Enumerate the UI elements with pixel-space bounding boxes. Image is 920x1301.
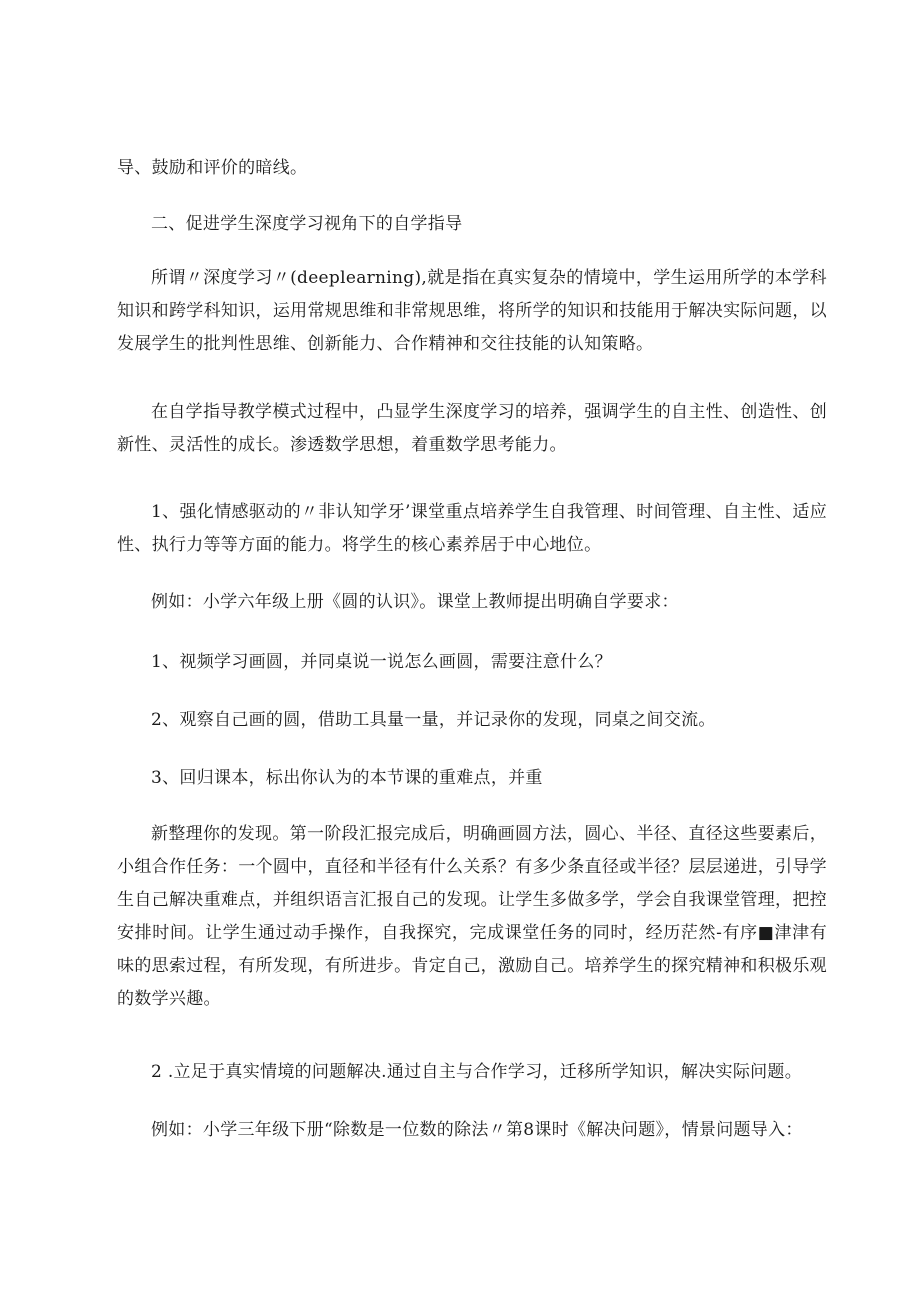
paragraph-example-2: 例如：小学三年级下册“除数是一位数的除法〃第8课时《解决问题》，情景问题导入： (151, 1120, 803, 1140)
paragraph-findings: 新整理你的发现。第一阶段汇报完成后，明确画圆方法，圆心、半径、直径这些要素后，小组合作任务：一个圆中，直径和半径有什么关系？有多少条直径或半径？层层递进，引导学生自己解决重难点，并组织语言汇报自己的发现。让学生多做多学，学会自我课堂管理，把控安排时间。让学生通过动手操作，自我探究，完成课堂任务的同时，经历茫然-有序■津津有味的思索过程，有所发现，有所进步。肯定自己，激励自己。培养学生的探究精神和积极乐观的数学兴趣。 (117, 824, 827, 1009)
list-item-1: 1、视频学习画圆，并同桌说一说怎么画圆，需要注意什么？ (151, 652, 612, 672)
paragraph-continuation: 导、鼓励和评价的暗线。 (117, 158, 308, 178)
list-item-3: 3、回归课本，标出你认为的本节课的重难点，并重 (151, 768, 543, 788)
paragraph-point-2: 2 .立足于真实情境的问题解决.通过自主与合作学习，迁移所学知识，解决实际问题。 (151, 1062, 803, 1082)
paragraph-deep-learning-definition: 所谓〃深度学习〃(deeplearning),就是指在真实复杂的情境中，学生运用所学的本学科知识和跨学科知识，运用常规思维和非常规思维，将所学的知识和技能用于解决实际问题，以发展学生的批判性思维、创新能力、合作精神和交往技能的认知策略。 (117, 268, 827, 354)
section-heading: 二、促进学生深度学习视角下的自学指导 (151, 214, 463, 234)
paragraph-self-study-mode: 在自学指导教学模式过程中，凸显学生深度学习的培养，强调学生的自主性、创造性、创新性、灵活性的成长。渗透数学思想，着重数学思考能力。 (117, 402, 827, 455)
paragraph-point-1: 1、强化情感驱动的〃非认知学牙’课堂重点培养学生自我管理、时间管理、自主性、适应性、执行力等等方面的能力。将学生的核心素养居于中心地位。 (117, 502, 827, 555)
paragraph-example-1: 例如：小学六年级上册《圆的认识》。课堂上教师提出明确自学要求： (151, 592, 679, 612)
list-item-2: 2、观察自己画的圆，借助工具量一量，并记录你的发现，同桌之间交流。 (151, 710, 716, 730)
